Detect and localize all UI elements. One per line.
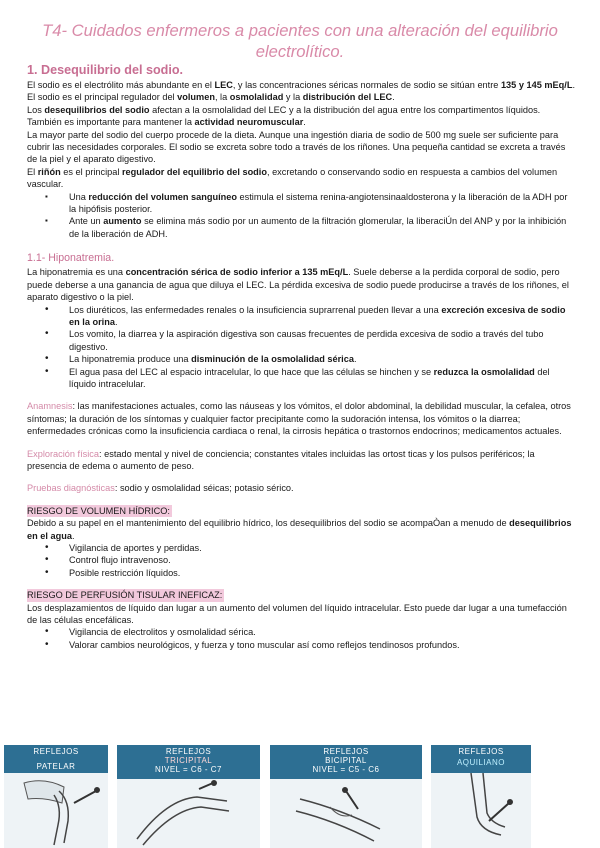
list-item: • Vigilancia de electrolitos y osmolalidad sérica. [27, 626, 575, 638]
reflex-aquiliano-image [431, 745, 531, 848]
list-item: • Valorar cambios neurológicos, y fuerza y tono muscular así como reflejos tendinosos profundos. [27, 639, 575, 651]
paragraph: El sodio es el principal regulador del volumen, la osmolalidad y la distribución del LEC. [27, 92, 395, 103]
list-item: ▪ Una reducción del volumen sanguíneo estimula el sistema renina-angiotensinaaldosterona y la liberación de la ADH por la hipófisis posterior. [27, 191, 575, 216]
reflex-label: NIVEL = C6 - C7 [154, 765, 222, 774]
list-item: • Vigilancia de aportes y perdidas. [27, 542, 575, 554]
reflex-label: AQUILIANO [456, 758, 506, 767]
pruebas-paragraph: Pruebas diagnósticas: sodio y osmolalidad séicas; potasio sérico. [27, 483, 294, 494]
reflex-label: NIVEL = C5 - C6 [312, 765, 380, 774]
anamnesis-paragraph: Anamnesis: las manifestaciones actuales, como las náuseas y los vómitos, el dolor abdominal, la debilidad muscular, la cefalea, otros síntomas; la duración de los síntomas y cualquier factor precipitante como la sudoración intensa, los vómitos o la diarrea; enfermedades crónicas como la insuficiencia cardiaca o renal, la cirrosis hepática o trastornos endocrinos; medicamentos actuales. [27, 401, 571, 437]
aquiliano-drawing-icon [431, 773, 531, 848]
list-item: • Los vomito, la diarrea y la aspiración digestiva son causas frecuentes de perdida excesiva de sodio a través del tubo digestivo. [27, 328, 575, 353]
paragraph: El sodio es el electrólito más abundante en el LEC, y las concentraciones séricas normales de sodio se sitúan entre 135 y 145 mEq/L. [27, 80, 575, 90]
paragraph: El riñón es el principal regulador del equilibrio del sodio, excretando o conservando sodio en respuesta a cambios del volumen vascular. [27, 166, 558, 190]
section-heading-sodio: 1. Desequilibrio del sodio. [27, 63, 184, 77]
paragraph: Debido a su papel en el mantenimiento del equilibrio hídrico, los desequilibrios del sodio se acompaÒan a menudo de desequilibrios en el agua. [27, 518, 572, 541]
bullet-list [27, 542, 575, 579]
reflex-label: BICIPITAL [325, 756, 367, 765]
reflex-patelar-image [4, 745, 108, 848]
reflex-label: TRICIPITAL [164, 756, 213, 765]
list-item: • Los diuréticos, las enfermedades renales o la insuficiencia suprarrenal pueden llevar a una excreción excesiva de sodio en la orina. [27, 304, 575, 329]
bullet-list [27, 626, 575, 651]
paragraph: Los desequilibrios del sodio afectan a la osmolalidad del LEC y a la distribución del agua entre los compartimentos líquidos. También es importante para mantener la actividad neuromuscular. [27, 104, 541, 128]
list-item: • Posible restricción líquidos. [27, 567, 575, 579]
page-title: T4- Cuidados enfermeros a pacientes con una alteración del equilibrio electrolítico. [42, 21, 558, 61]
reflex-label: REFLEJOS [165, 747, 212, 756]
document-body [27, 63, 575, 651]
paragraph: La mayor parte del sodio del cuerpo procede de la dieta. Aunque una ingestión diaria de sodio de 500 mg suele ser suficiente para cubrir las necesidades corporales. El sodio se excreta sobre todo a través de los riñones. Una pequeña cantidad se excreta a través de la piel y el aparato digestivo. [27, 129, 566, 165]
list-item: ▪ Ante un aumento se elimina más sodio por un aumento de la filtración glomerular, la liberaciÚn del ANP y por la inhibición de la liberación de ADH. [27, 215, 575, 240]
exploracion-paragraph: Exploración física: estado mental y nivel de conciencia; constantes vitales incluidas las ortost ticas y los pulsos periféricos; la presencia de edema o aumento de peso. [27, 448, 535, 471]
riesgo-volumen-heading: RIESGO DE VOLUMEN HÍDRICO: [27, 505, 170, 516]
reflex-images-row [0, 745, 600, 848]
reflex-label: REFLEJOS [323, 747, 369, 756]
reflex-bicipital-image [270, 745, 422, 848]
patelar-drawing-icon [4, 773, 108, 848]
bullet-list [27, 191, 575, 241]
reflex-label: PATELAR [36, 762, 76, 771]
bicipital-drawing-icon [270, 779, 422, 848]
bullet-list [27, 304, 575, 391]
reflex-label: REFLEJOS [458, 747, 504, 756]
paragraph: Los desplazamientos de líquido dan lugar a un aumento del volumen del líquido intracelular. Esto puede dar lugar a una tumefacción de las células encefálicas. [27, 602, 567, 626]
tricipital-drawing-icon [117, 779, 260, 848]
riesgo-perfusion-heading: RIESGO DE PERFUSIÓN TISULAR INEFICAZ: [27, 590, 223, 601]
list-item: • El agua pasa del LEC al espacio intracelular, lo que hace que las células se hinchen y se reduzca la osmolalidad del líquido intracelular. [27, 366, 575, 391]
list-item: • Control flujo intravenoso. [27, 554, 575, 566]
section-heading-hiponatremia: 1.1- Hiponatremia. [27, 252, 115, 265]
list-item: • La hiponatremia produce una disminución de la osmolalidad sérica. [27, 353, 575, 365]
paragraph: La hiponatremia es una concentración sérica de sodio inferior a 135 mEq/L. Suele deberse a la perdida corporal de sodio, pero puede deberse a una ganancia de agua que diluya el LEC. La pérdida excesiva de sodio puede producirse a través de los riñones, el aparato digestivo o la piel. [27, 267, 569, 303]
reflex-label: REFLEJOS [33, 747, 79, 756]
reflex-tricipital-image [117, 745, 260, 848]
